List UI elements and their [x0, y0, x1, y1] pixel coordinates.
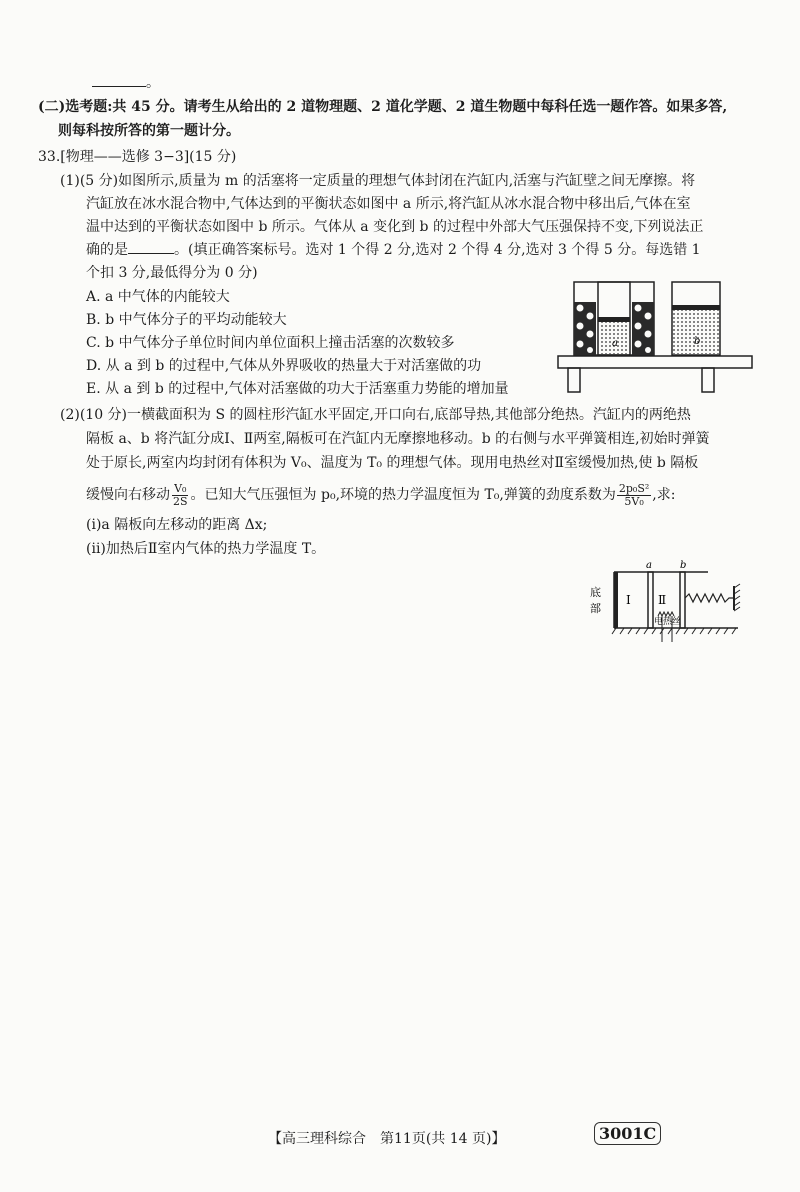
- section-header-line2: 则每科按所答的第一题计分。: [58, 123, 240, 139]
- spring: [685, 594, 734, 602]
- label-base-1: 底: [590, 586, 601, 599]
- label-base-2: 部: [590, 602, 601, 615]
- heater-wire: [658, 612, 674, 616]
- fraction-spring-constant: [617, 483, 651, 508]
- option-b: B. b 中气体分子的平均动能较大: [86, 312, 287, 328]
- section-header-line1: (二)选考题:共 45 分。请考生从给出的 2 道物理题、2 道化学题、2 道生物题中每科任选一题作答。如果多答,: [38, 99, 728, 115]
- label-partition-a: a: [646, 560, 652, 571]
- part2-line4-end: ,求:: [652, 487, 676, 503]
- partition-a: [648, 572, 653, 628]
- fraction-numerator: V₀: [174, 481, 187, 495]
- label-room-1: Ⅰ: [626, 593, 631, 607]
- question-33-header: 33.[物理——选修 3−3](15 分): [38, 149, 237, 165]
- part2-line4: [86, 480, 675, 510]
- part2-line2: 隔板 a、b 将汽缸分成Ⅰ、Ⅱ两室,隔板可在汽缸内无摩擦地移动。b 的右侧与水平弹簧相连,初始时弹簧: [86, 431, 710, 447]
- option-a: A. a 中气体的内能较大: [86, 289, 230, 305]
- table-leg-right: [702, 368, 714, 392]
- option-e: E. 从 a 到 b 的过程中,气体对活塞做的功大于活塞重力势能的增加量: [86, 381, 509, 397]
- label-room-2: Ⅱ: [658, 593, 667, 607]
- blank-suffix: 。: [146, 75, 160, 91]
- fraction-numerator: 2p₀S²: [618, 481, 650, 495]
- horizontal-cylinder-figure: [588, 558, 748, 648]
- answer-blank: [128, 241, 174, 254]
- option-c: C. b 中气体分子单位时间内单位面积上撞击活塞的次数较多: [86, 335, 455, 351]
- part2-line4-start: 缓慢向右移动: [86, 487, 170, 503]
- subquestion-1: (ⅰ)a 隔板向左移动的距离 Δx;: [86, 517, 268, 533]
- part1-line4-start: 确的是: [86, 242, 128, 258]
- fraction-denominator: 5V₀: [624, 494, 644, 508]
- subquestion-2: (ⅱ)加热后Ⅱ室内气体的热力学温度 T。: [86, 541, 326, 557]
- part2-line1: (2)(10 分)一横截面积为 S 的圆柱形汽缸水平固定,开口向右,底部导热,其他部分绝热。汽缸内的两绝热: [60, 407, 691, 423]
- label-a: a: [612, 338, 618, 349]
- part1-line4: [86, 239, 701, 261]
- answer-blank-line: [92, 72, 146, 87]
- label-partition-b: b: [680, 560, 687, 571]
- part2-line3: 处于原长,两室内均封闭有体积为 V₀、温度为 T₀ 的理想气体。现用电热丝对Ⅱ室缓慢加热,使 b 隔板: [86, 455, 699, 471]
- part1-line3: 温中达到的平衡状态如图中 b 所示。气体从 a 变化到 b 的过程中外部大气压强保持不变,下列说法正: [86, 219, 704, 235]
- cylinder-figure: [556, 280, 756, 396]
- part1-line1: (1)(5 分)如图所示,质量为 m 的活塞将一定质量的理想气体封闭在汽缸内,活塞与汽缸壁之间无摩擦。将: [60, 173, 696, 189]
- top-answer-blank: [92, 72, 160, 92]
- table-leg-left: [568, 368, 580, 392]
- part2-line4-middle: 。已知大气压强恒为 p₀,环境的热力学温度恒为 T₀,弹簧的劲度系数为: [190, 487, 616, 503]
- option-d: D. 从 a 到 b 的过程中,气体从外界吸收的热量大于对活塞做的功: [86, 358, 482, 374]
- label-b: b: [694, 336, 701, 347]
- fraction-denominator: 2S: [173, 494, 188, 508]
- table-top: [558, 356, 752, 368]
- part1-line5: 个扣 3 分,最低得分为 0 分): [86, 265, 258, 281]
- page-footer: 【高三理科综合 第11页(共 14 页)】: [268, 1131, 506, 1147]
- part1-line4-end: 。(填正确答案标号。选对 1 个得 2 分,选对 2 个得 4 分,选对 3 个得 5 分。每选错 1: [174, 242, 701, 258]
- fraction-v0-over-2s: [171, 483, 190, 508]
- part1-line2: 汽缸放在冰水混合物中,气体达到的平衡状态如图中 a 所示,将汽缸从冰水混合物中移出后,气体在室: [86, 196, 691, 212]
- label-heater: 电热丝: [654, 617, 682, 627]
- paper-code: 3001C: [594, 1122, 661, 1145]
